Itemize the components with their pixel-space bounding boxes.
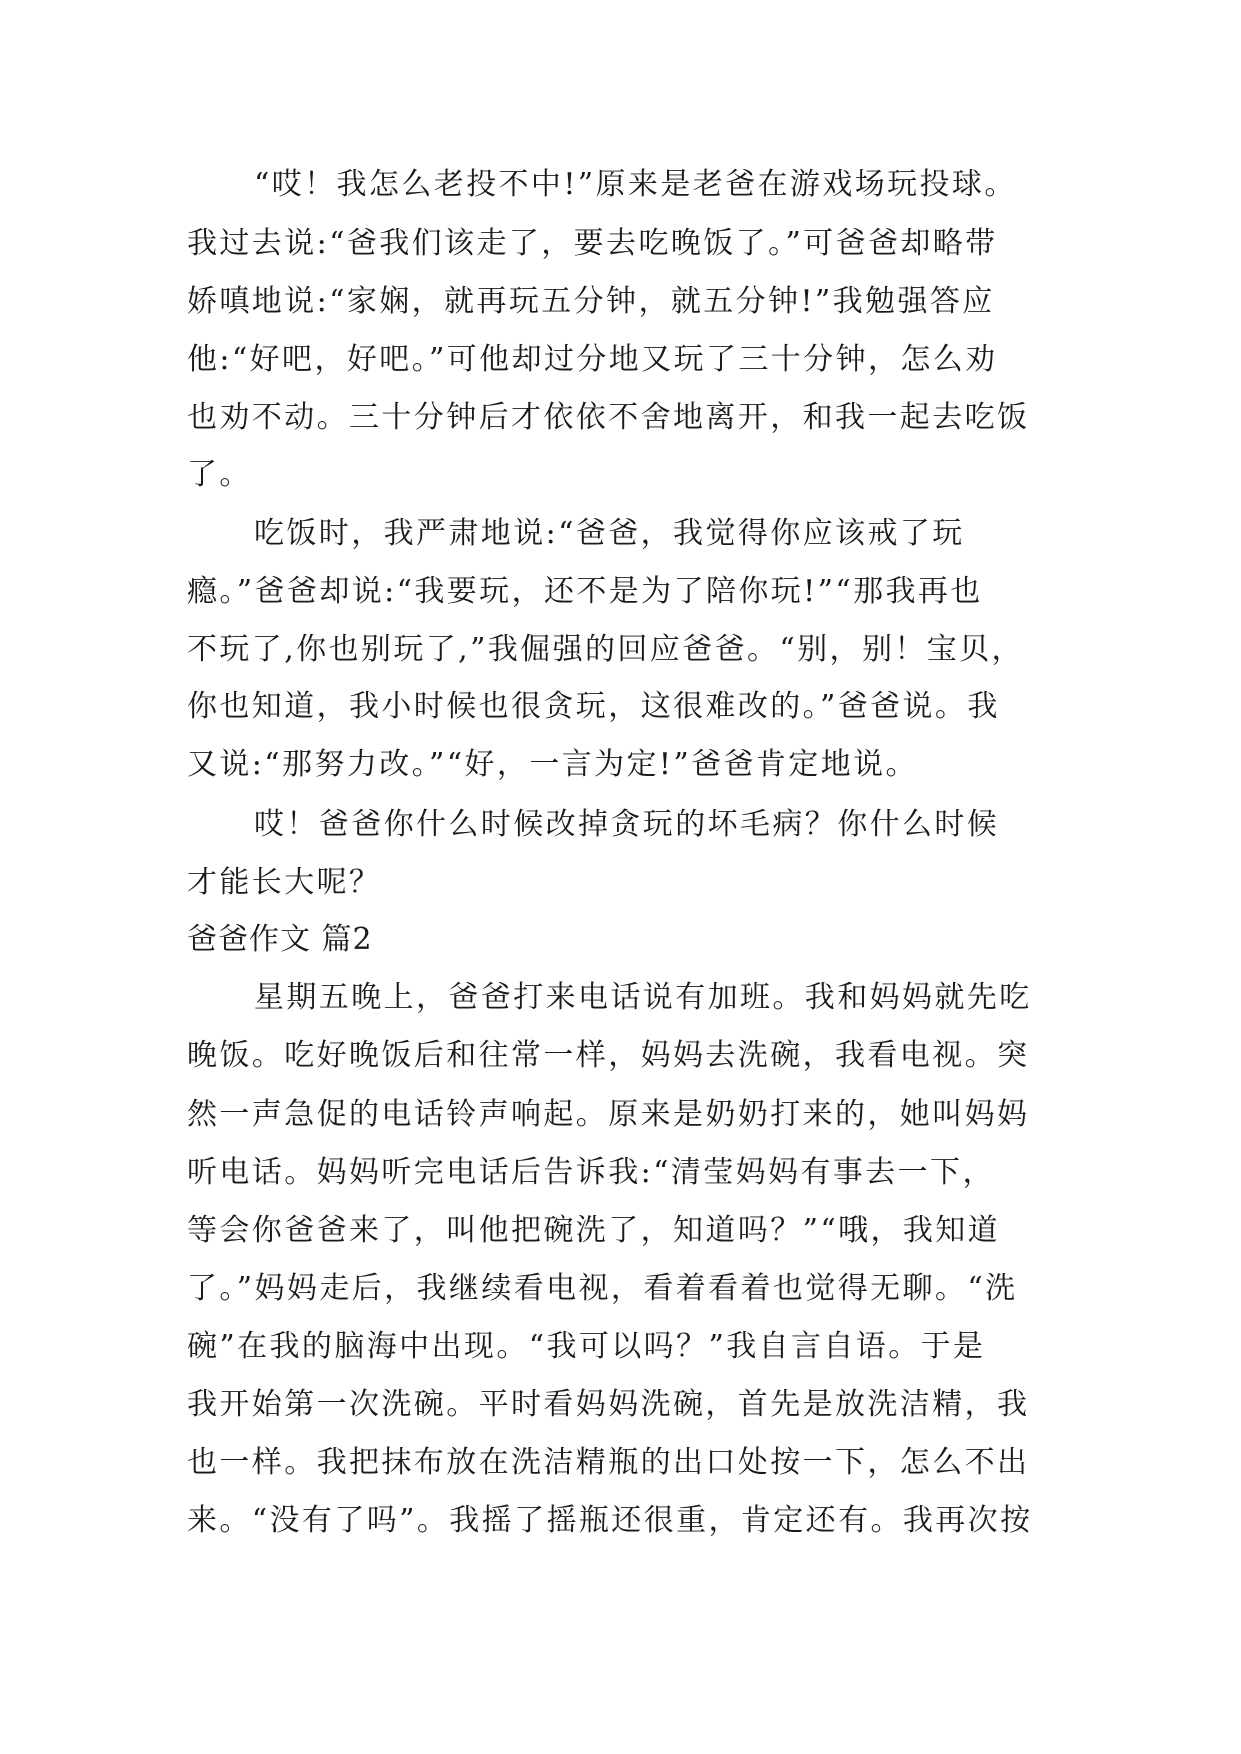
text-line: 哎！爸爸你什么时候改掉贪玩的坏毛病？你什么时候 xyxy=(254,807,1000,842)
section-heading: 爸爸作文 篇2 xyxy=(187,922,373,957)
text-line: 了。 xyxy=(187,457,252,492)
text-line: 不玩了,你也别玩了,”我倔强的回应爸爸。“别，别！宝贝， xyxy=(187,632,1024,667)
text-line: 也一样。我把抹布放在洗洁精瓶的出口处按一下，怎么不出 xyxy=(187,1445,1030,1480)
text-line: 然一声急促的电话铃声响起。原来是奶奶打来的，她叫妈妈 xyxy=(187,1097,1030,1132)
text-line: “哎！我怎么老投不中!”原来是老爸在游戏场玩投球。 xyxy=(254,167,1017,202)
text-line: 等会你爸爸来了，叫他把碗洗了，知道吗？”“哦，我知道 xyxy=(187,1213,1001,1248)
text-line: 我过去说:“爸我们该走了，要去吃晚饭了。”可爸爸却略带 xyxy=(187,226,998,261)
text-line: 碗”在我的脑海中出现。“我可以吗？”我自言自语。于是 xyxy=(187,1329,986,1364)
text-line: 瘾。”爸爸却说:“我要玩，还不是为了陪你玩!”“那我再也 xyxy=(187,574,983,609)
text-line: 才能长大呢？ xyxy=(187,865,382,900)
text-line: 来。“没有了吗”。我摇了摇瓶还很重，肯定还有。我再次按 xyxy=(187,1503,1033,1538)
text-line: 星期五晚上，爸爸打来电话说有加班。我和妈妈就先吃 xyxy=(254,980,1032,1015)
text-line: 又说:“那努力改。”“好，一言为定!”爸爸肯定地说。 xyxy=(187,747,918,782)
text-line: 我开始第一次洗碗。平时看妈妈洗碗，首先是放洗洁精，我 xyxy=(187,1387,1030,1422)
text-line: 吃饭时，我严肃地说:“爸爸，我觉得你应该戒了玩 xyxy=(254,516,965,551)
text-line: 了。”妈妈走后，我继续看电视，看着看着也觉得无聊。“洗 xyxy=(187,1271,1018,1306)
text-line: 你也知道，我小时候也很贪玩，这很难改的。”爸爸说。我 xyxy=(187,689,1000,724)
text-line: 听电话。妈妈听完电话后告诉我:“清莹妈妈有事去一下， xyxy=(187,1155,995,1190)
text-line: 晚饭。吃好晚饭后和往常一样，妈妈去洗碗，我看电视。突 xyxy=(187,1038,1030,1073)
text-line: 娇嗔地说:“家娴，就再玩五分钟，就五分钟!”我勉强答应 xyxy=(187,284,995,319)
text-line: 也劝不动。三十分钟后才依依不舍地离开，和我一起去吃饭 xyxy=(187,400,1030,435)
text-line: 他:“好吧，好吧。”可他却过分地又玩了三十分钟，怎么劝 xyxy=(187,342,998,377)
